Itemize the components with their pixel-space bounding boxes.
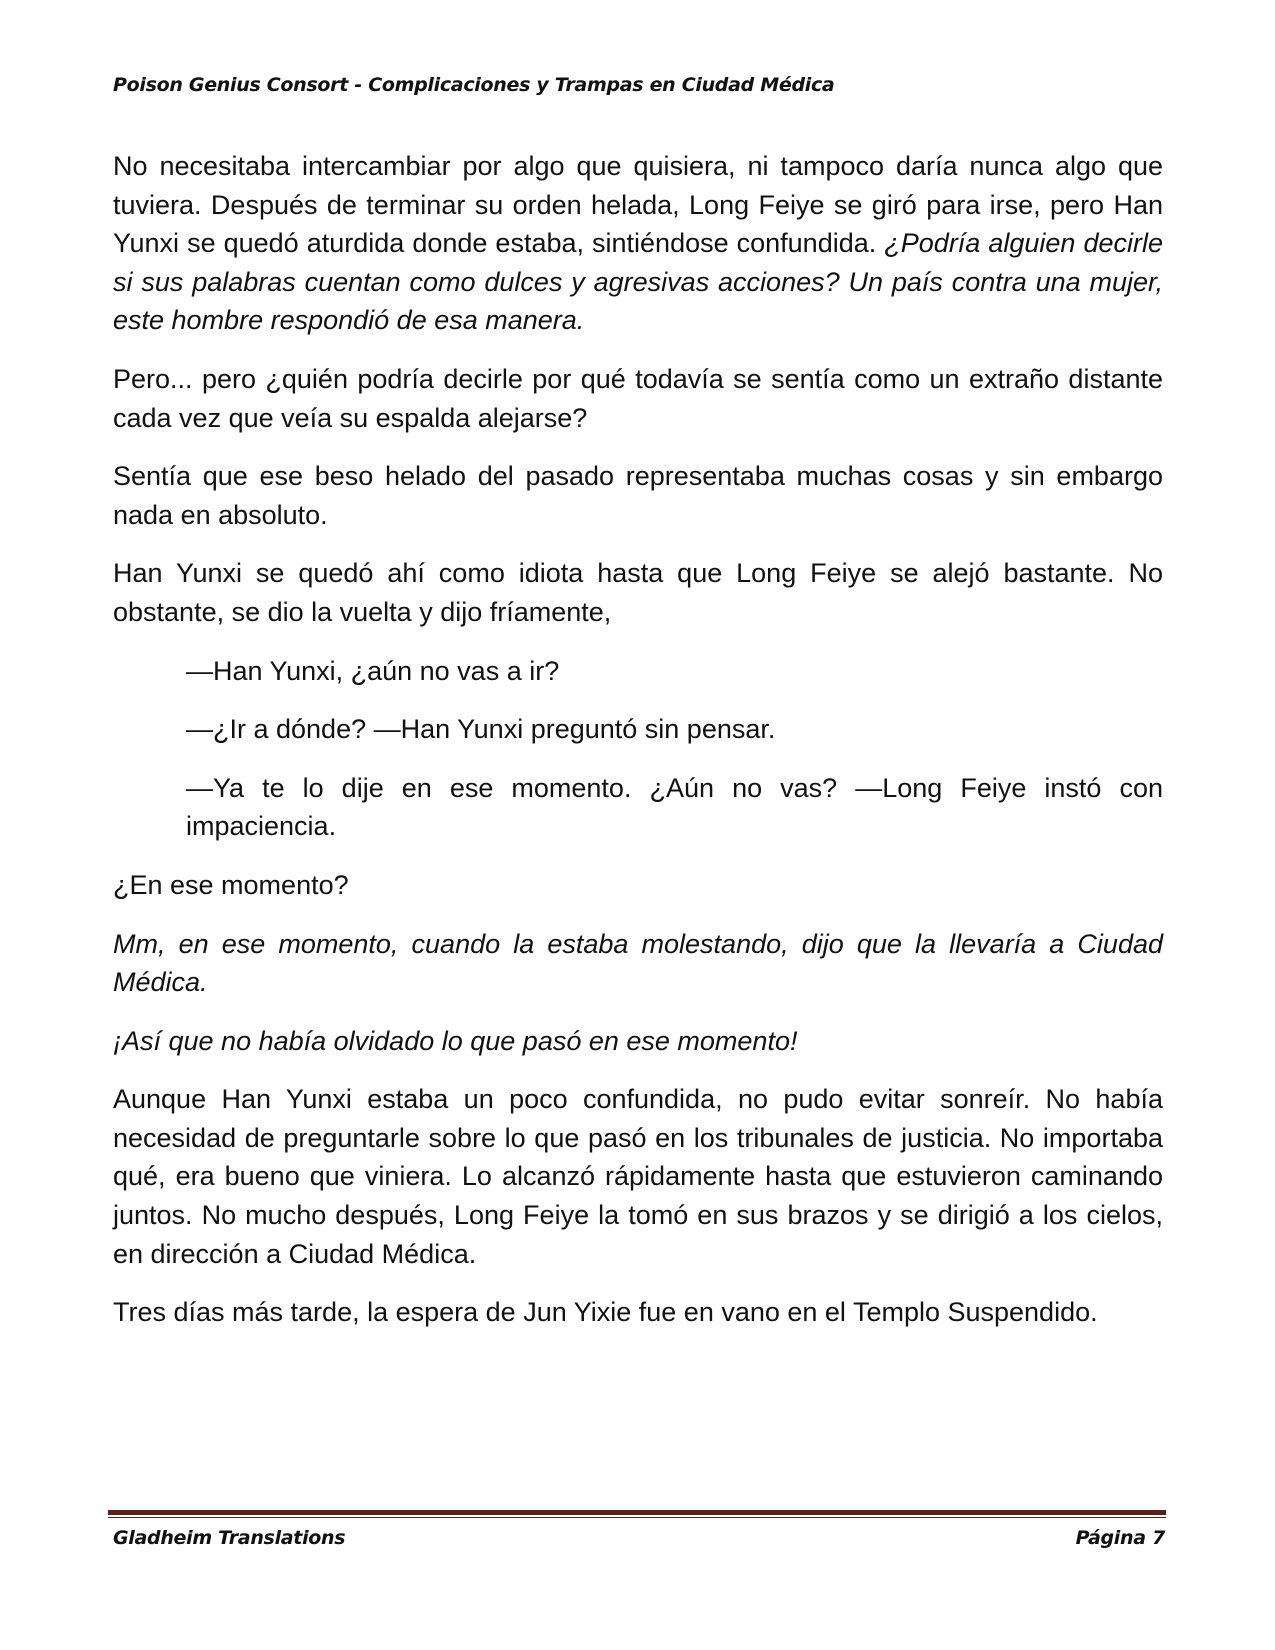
footer-rule xyxy=(108,1510,1166,1515)
document-body xyxy=(113,147,1163,1352)
paragraph xyxy=(113,147,1163,340)
paragraph: Aunque Han Yunxi estaba un poco confundida, no pudo evitar sonreír. No había necesidad de preguntarle sobre lo que pasó en los tribunales de justicia. No importaba qué, era bueno que viniera. Lo alcanzó rápidamente hasta que estuvieron caminando juntos. No mucho después, Long Feiye la tomó en sus brazos y se dirigió a los cielos, en dirección a Ciudad Médica. xyxy=(113,1084,1163,1269)
italic-paragraph: Mm, en ese momento, cuando la estaba molestando, dijo que la llevaría a Ciudad Médica. xyxy=(113,928,1163,998)
paragraph: Tres días más tarde, la espera de Jun Yixie fue en vano en el Templo Suspendido. xyxy=(113,1297,1098,1328)
running-header: Poison Genius Consort - Complicaciones y Trampas en Ciudad Médica xyxy=(113,74,835,96)
dialogue-line: —¿Ir a dónde? —Han Yunxi preguntó sin pensar. xyxy=(186,714,776,745)
paragraph: Sentía que ese beso helado del pasado representaba muchas cosas y sin embargo nada en absoluto. xyxy=(113,461,1163,530)
footer-rule-thin xyxy=(108,1517,1166,1518)
dialogue-line: —Ya te lo dije en ese momento. ¿Aún no vas? —Long Feiye instó con impaciencia. xyxy=(186,772,1163,842)
paragraph: Han Yunxi se quedó ahí como idiota hasta que Long Feiye se alejó bastante. No obstante, se dio la vuelta y dijo fríamente, xyxy=(113,558,1163,627)
italic-paragraph: ¡Así que no había olvidado lo que pasó en ese momento! xyxy=(113,1025,798,1056)
paragraph: ¿En ese momento? xyxy=(113,869,349,900)
footer-publisher: Gladheim Translations xyxy=(113,1527,346,1549)
paragraph-italic-text: ¿Podría alguien decirle si sus palabras cuentan como dulces y agresivas acciones? Un país contra una mujer, este hombre respondió de esa manera. xyxy=(113,228,1163,336)
paragraph-text: No necesitaba intercambiar por algo que quisiera, ni tampoco daría nunca algo que tuviera. Después de terminar su orden helada, Long Feiye se giró para irse, pero Han Yunxi se quedó aturdida donde estaba, sintiéndose confundida. xyxy=(113,151,1163,259)
paragraph: Pero... pero ¿quién podría decirle por qué todavía se sentía como un extraño distante cada vez que veía su espalda alejarse? xyxy=(113,363,1163,433)
dialogue-line: —Han Yunxi, ¿aún no vas a ir? xyxy=(186,655,560,686)
footer-page-number: Página 7 xyxy=(1075,1527,1165,1549)
